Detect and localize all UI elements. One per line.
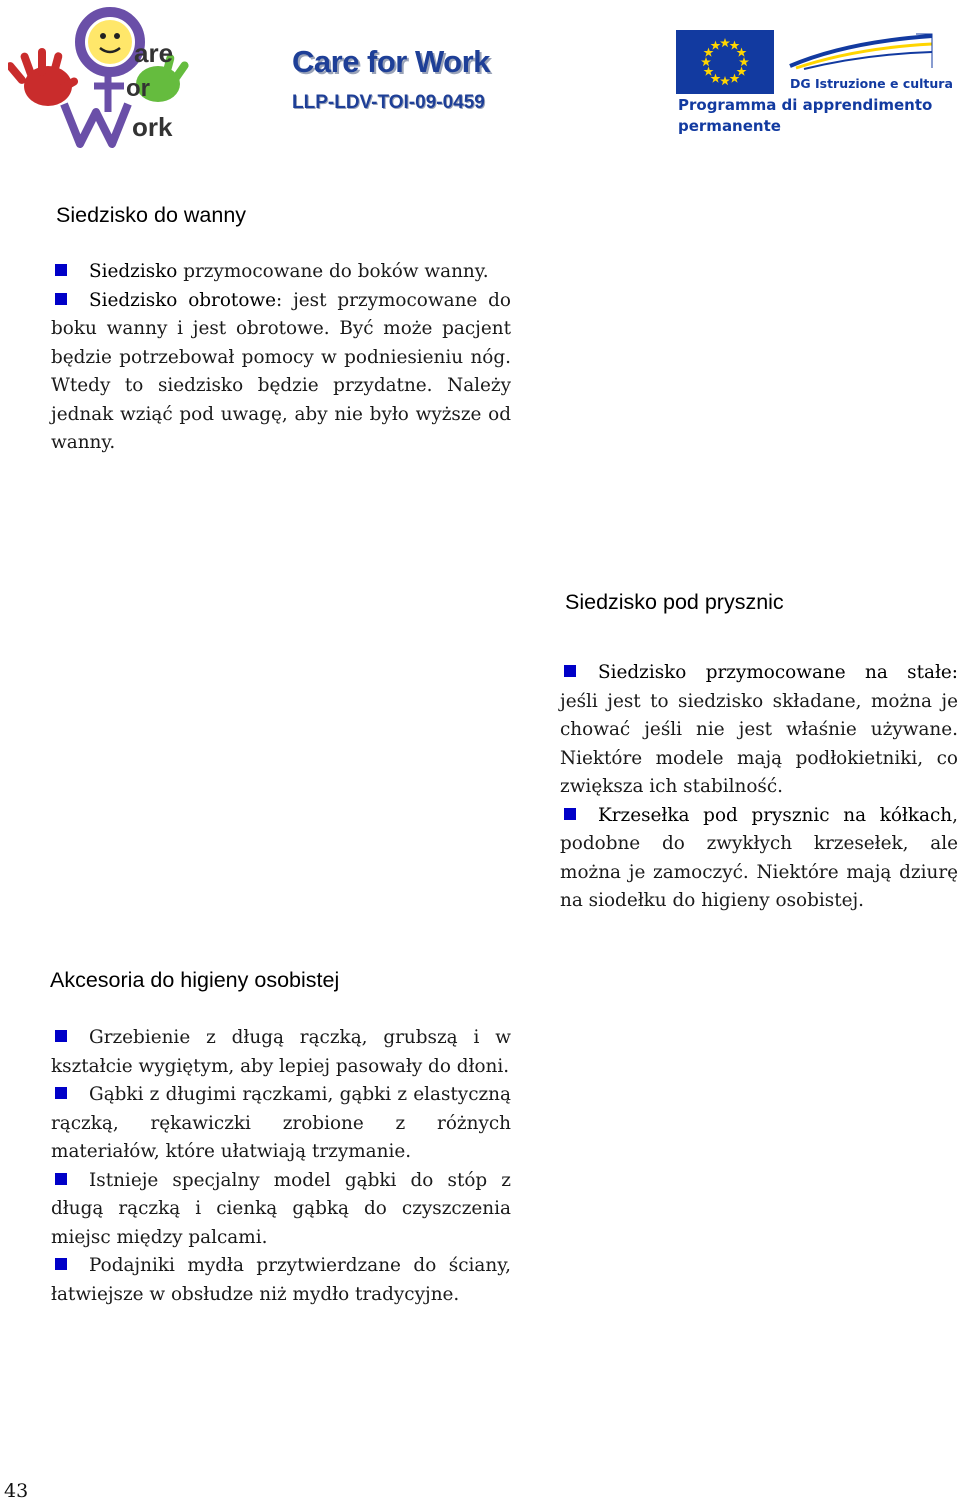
section-heading-bath-seat: Siedzisko do wanny [56, 203, 247, 227]
item-text: Istnieje specjalny model gąbki do stóp z długą rączką i cienką gąbką do czyszczenia miejsc między palcami. [51, 1169, 511, 1248]
item-text: Grzebienie z długą rączką, grubszą i w kształcie wygiętym, aby lepiej pasowały do dłoni. [51, 1027, 511, 1077]
logo-word-2: or [126, 75, 150, 102]
list-item [560, 802, 958, 916]
item-text: , podobne do zwykłych krzesełek, ale można je zamoczyć. Niektóre mają dziurę na siodełku do higieny osobistej. [560, 804, 958, 911]
item-term: Siedzisko obrotowe [89, 289, 277, 311]
programme-line-1: Programma di apprendimento [678, 96, 933, 114]
item-term: Siedzisko przymocowane na stałe: [598, 662, 958, 683]
shower-seat-list [560, 659, 958, 916]
care-for-work-logo [8, 4, 208, 154]
item-text: Gąbki z długimi rączkami, gąbki z elastyczną rączką, rękawiczki zrobione z różnych materiałów, które ułatwiają trzymanie. [51, 1084, 511, 1162]
section-heading-hygiene-accessories: Akcesoria do higieny osobistej [50, 968, 340, 992]
item-text: przymocowane do boków wanny. [177, 261, 489, 282]
programme-line-2: permanente [678, 117, 781, 135]
dg-label: DG Istruzione e cultura [790, 76, 953, 91]
bath-seat-list [51, 258, 511, 458]
square-bullet-icon [564, 665, 576, 677]
item-term: Siedzisko [89, 261, 178, 282]
square-bullet-icon [55, 1030, 67, 1042]
list-item [51, 287, 511, 458]
item-text: jeśli jest to siedzisko składane, można je chować jeśli nie jest właśnie używane. Niektóre modele mają podłokietniki, co zwiększa ich stabilność. [560, 690, 958, 797]
item-term: Krzesełka pod prysznic na kółkach [598, 804, 953, 826]
eu-flag-icon [676, 30, 774, 94]
square-bullet-icon [55, 264, 67, 276]
logo-word-1: are [134, 38, 174, 68]
square-bullet-icon [564, 808, 576, 820]
page-number: 43 [4, 1480, 29, 1502]
item-text: Podajniki mydła przytwierdzane do ściany, łatwiejsze w obsłudze niż mydło tradycyjne. [51, 1255, 511, 1305]
list-item [51, 1081, 511, 1167]
square-bullet-icon [55, 1087, 67, 1099]
section-heading-shower-seat: Siedzisko pod prysznic [565, 590, 784, 614]
square-bullet-icon [55, 293, 67, 305]
dg-swoosh-logo [786, 32, 936, 70]
project-title: Care for Work [292, 44, 490, 79]
item-text: : jest przymocowane do boku wanny i jest obrotowe. Być może pacjent będzie potrzebował pomocy w podniesieniu nóg. Wtedy to siedzisko będzie przydatne. Należy jednak wziąć pod uwagę, aby nie było wyższe od wanny. [51, 289, 511, 453]
logo-word-3: ork [132, 112, 173, 142]
square-bullet-icon [55, 1258, 67, 1270]
square-bullet-icon [55, 1173, 67, 1185]
hygiene-accessories-list [51, 1024, 511, 1309]
header-title-block [292, 44, 490, 114]
list-item [51, 1167, 511, 1253]
list-item [51, 1024, 511, 1081]
project-code: LLP-LDV-TOI-09-0459 [292, 92, 485, 113]
eu-programme-logo [676, 28, 953, 140]
list-item [51, 1252, 511, 1309]
list-item [51, 258, 511, 287]
list-item [560, 659, 958, 802]
